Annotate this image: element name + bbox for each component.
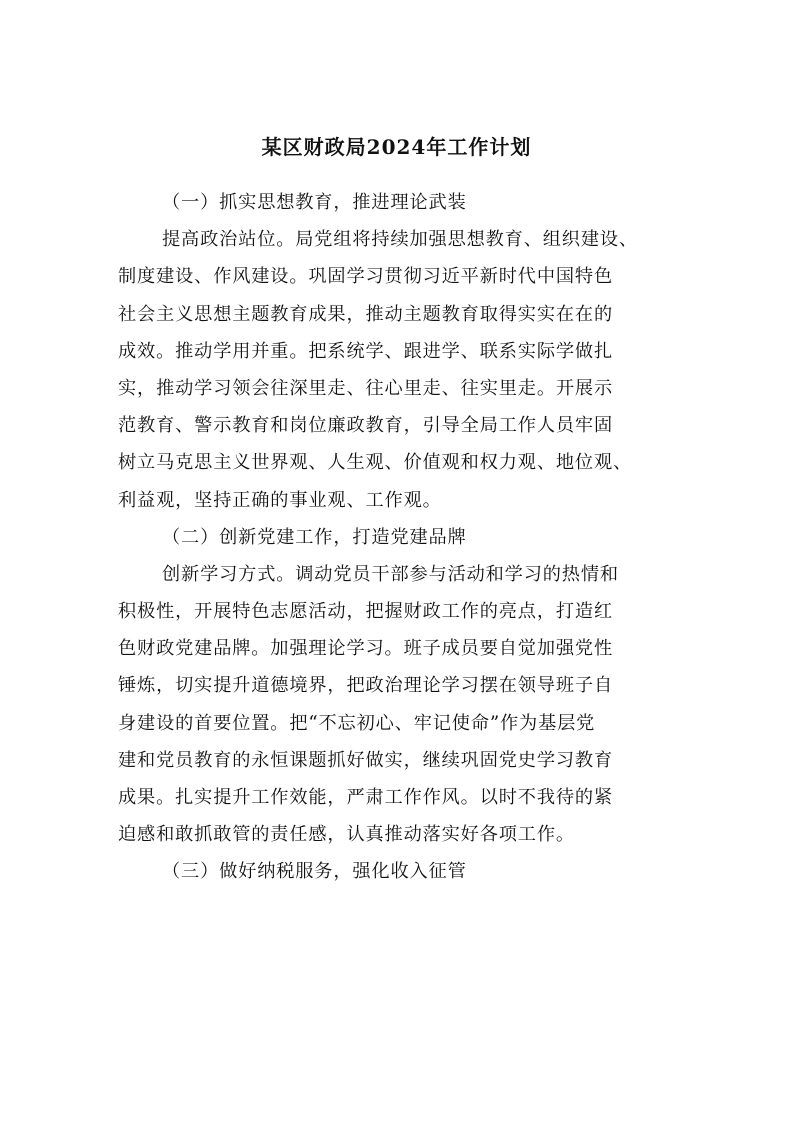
paragraph-line: 实，推动学习领会往深里走、往心里走、往实里走。开展示 — [118, 377, 613, 399]
paragraph-line: 建和党员教育的永恒课题抓好做实，继续巩固党史学习教育 — [118, 749, 613, 771]
paragraph-line: 树立马克思主义世界观、人生观、价值观和权力观、地位观、 — [118, 452, 633, 474]
section-1-paragraph — [118, 221, 678, 519]
section-heading-3: （三）做好纳税服务，强化收入征管 — [162, 861, 467, 883]
paragraph-line: 成效。推动学用并重。把系统学、跟进学、联系实际学做扎 — [118, 340, 613, 362]
paragraph-line: 范教育、警示教育和岗位廉政教育，引导全局工作人员牢固 — [118, 415, 613, 437]
paragraph-line: 积极性，开展特色志愿活动，把握财政工作的亮点，打造红 — [118, 601, 613, 623]
section-heading-1: （一）抓实思想教育，推进理论武装 — [162, 192, 467, 213]
paragraph-line: 成果。扎实提升工作效能，严肃工作作风。以时不我待的紧 — [118, 787, 613, 808]
paragraph-line: 色财政党建品牌。加强理论学习。班子成员要自觉加强党性 — [118, 638, 613, 660]
paragraph-line: 利益观，坚持正确的事业观、工作观。 — [118, 489, 442, 511]
paragraph-line: 提高政治站位。局党组将持续加强思想教育、组织建设、 — [162, 229, 638, 251]
document-body — [118, 184, 678, 891]
paragraph-line: 创新学习方式。调动党员干部参与活动和学习的热情和 — [162, 563, 619, 585]
section-2-paragraph — [118, 556, 678, 854]
paragraph-line: 身建设的首要位置。把“不忘初心、牢记使命”作为基层党 — [118, 712, 596, 734]
paragraph-line: 迫感和敢抓敢管的责任感，认真推动落实好各项工作。 — [118, 824, 575, 846]
paragraph-line: 锤炼，切实提升道德境界，把政治理论学习摆在领导班子自 — [118, 675, 613, 697]
page-title: 某区财政局2024年工作计划 — [261, 135, 532, 159]
paragraph-line: 社会主义思想主题教育成果，推动主题教育取得实实在在的 — [118, 303, 613, 325]
section-heading-2: （二）创新党建工作，打造党建品牌 — [162, 526, 467, 548]
paragraph-line: 制度建设、作风建设。巩固学习贯彻习近平新时代中国特色 — [118, 266, 613, 288]
